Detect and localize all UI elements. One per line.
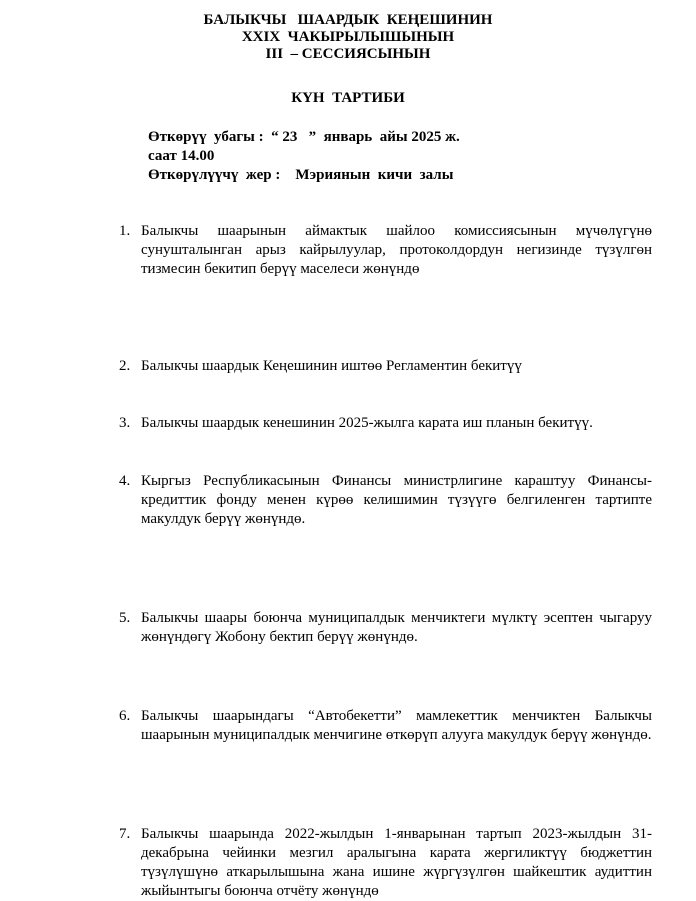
- agenda-item-number: 1.: [119, 223, 131, 239]
- agenda-item: [119, 472, 652, 529]
- header-convocation-line: XXIX ЧАКЫРЫЛЫШЫНЫН: [241, 29, 455, 45]
- agenda-item: [119, 825, 652, 901]
- agenda-item-text: Балыкчы шаарындагы “Автобекетти” мамлекеттик менчиктен Балыкчы шаарынын муниципалдык менчигине өткөрүп алууга макулдук берүү жөнүндө.: [141, 708, 652, 743]
- agenda-item: [119, 609, 652, 647]
- meeting-date: Өткөрүү убагы : “ 23 ” январь айы 2025 ж.: [148, 129, 460, 145]
- document-header: [0, 12, 696, 63]
- agenda-list: [119, 222, 652, 899]
- agenda-item-text: Балыкчы шаардык кенешинин 2025-жылга карата иш планын бекитүү.: [141, 415, 593, 431]
- agenda-item-number: 2.: [119, 358, 131, 374]
- agenda-item-text: Балыкчы шаарынын аймактык шайлоо комиссиясынын мүчөлүгүнө сунушталынган арыз кайрылуулар, протоколдордун негизинде түзүлгөн тизмесин бекитип берүү маселеси жөнүндө: [141, 223, 652, 277]
- agenda-item-number: 7.: [119, 826, 131, 842]
- agenda-item-text: Балыкчы шаарында 2022-жылдын 1-январынан тартып 2023-жылдын 31-декабрына чейинки мезгил аралыгына карата жергиликтүү бюджеттин түзүлүшүнө аткарылышына жана ишине жүргүзүлгөн шайкештик аудиттин жыйынтыгы боюнча отчёту жөнүндө: [141, 826, 652, 899]
- agenda-item: [119, 414, 652, 433]
- header-council-line: БАЛЫКЧЫ ШААРДЫК КЕҢЕШИНИН: [203, 12, 493, 28]
- header-session-line: III – СЕССИЯСЫНЫН: [265, 46, 431, 62]
- agenda-item-text: Кыргыз Республикасынын Финансы министрлигине караштуу Финансы-кредиттик фонду менен күрөө келишимин түзүүгө белгиленген тартипте макулдук берүү жөнүндө.: [141, 473, 652, 527]
- agenda-item-number: 5.: [119, 610, 131, 626]
- agenda-item-number: 6.: [119, 708, 131, 724]
- meeting-place: Өткөрүлүүчү жер : Мэриянын кичи залы: [148, 167, 454, 183]
- agenda-item-text: Балыкчы шаардык Кеңешинин иштөө Регламентин бекитүү: [141, 358, 522, 374]
- meeting-time: саат 14.00: [148, 148, 215, 164]
- agenda-item-number: 3.: [119, 415, 131, 431]
- agenda-item: [119, 357, 652, 376]
- agenda-item-text: Балыкчы шаары боюнча муниципалдык менчиктеги мүлктү эсептен чыгаруу жөнүндөгү Жобону бектип берүү жөнүндө.: [141, 610, 652, 645]
- meeting-details: [148, 128, 460, 185]
- agenda-item: [119, 707, 652, 745]
- agenda-item-number: 4.: [119, 473, 131, 489]
- agenda-item: [119, 222, 652, 279]
- agenda-title: КҮН ТАРТИБИ: [291, 90, 405, 106]
